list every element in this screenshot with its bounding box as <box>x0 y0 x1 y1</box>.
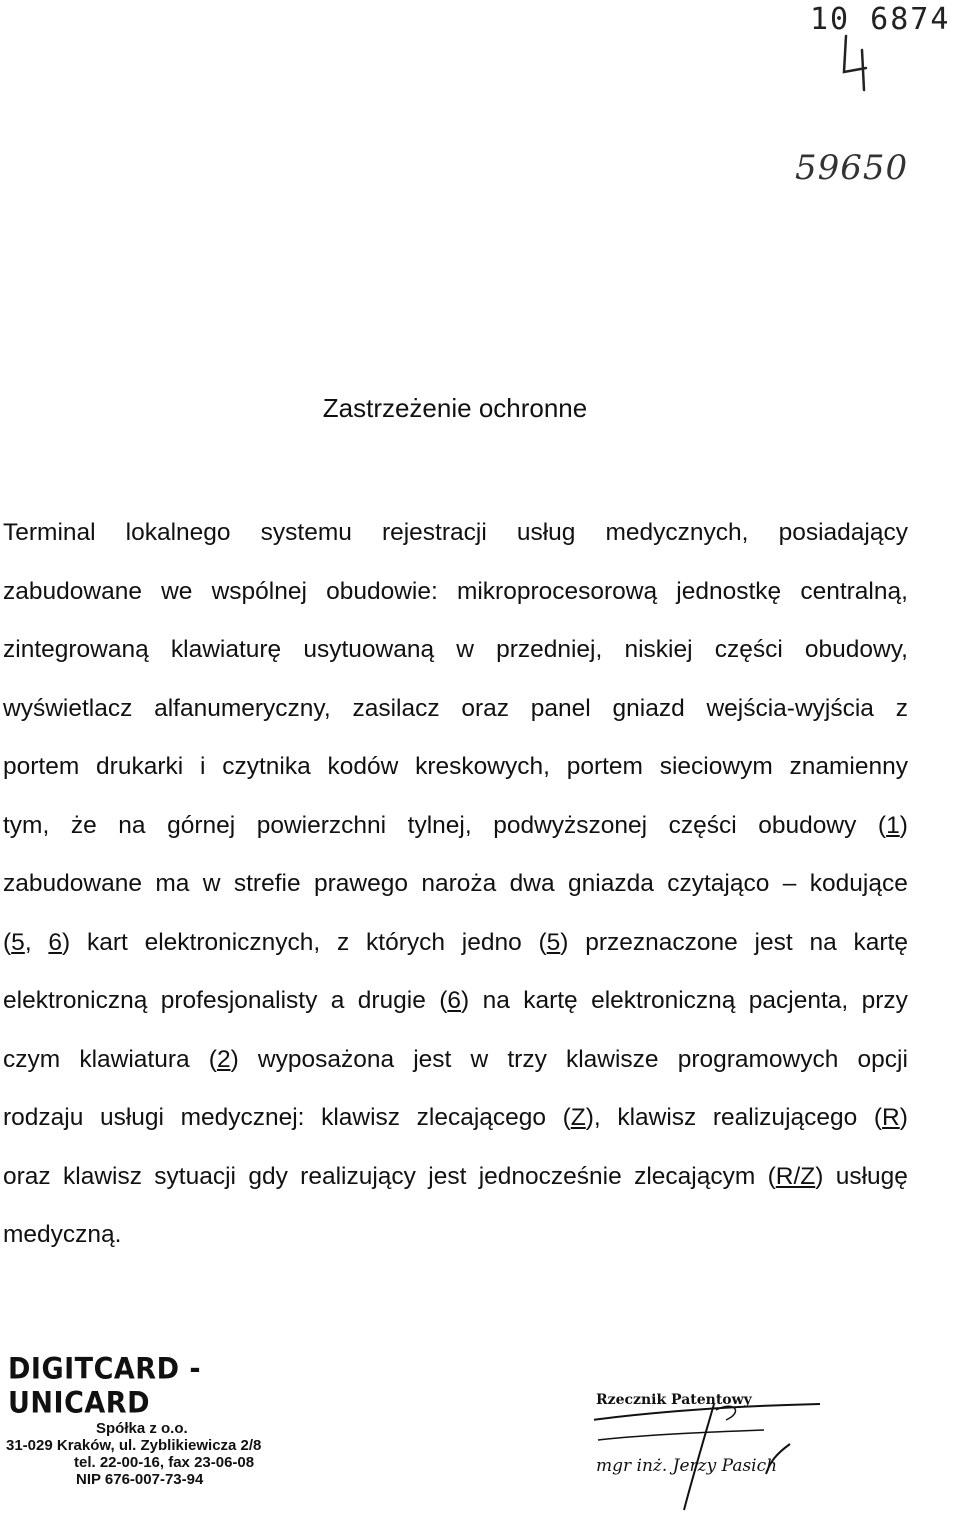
claim-word: prawego <box>313 870 408 897</box>
claim-word: i <box>199 753 206 780</box>
company-stamp <box>4 1352 304 1488</box>
claim-word: na <box>482 987 510 1014</box>
claim-word: (Z), <box>562 1104 601 1131</box>
claim-line <box>3 972 908 1031</box>
claim-word: usługę <box>835 1162 908 1190</box>
claim-line <box>3 1089 908 1148</box>
claim-word: we <box>161 577 193 605</box>
page-title: Zastrzeżenie ochronne <box>322 393 588 423</box>
claim-word: realizujący <box>300 1162 416 1190</box>
claim-word: że <box>70 811 97 839</box>
claim-word: czytnika <box>222 753 311 780</box>
claim-word: (1) <box>877 811 908 839</box>
handwritten-reference-number: 59650 <box>795 148 909 188</box>
claim-word: górnej <box>167 811 236 839</box>
claim-word: posiadający <box>778 519 908 546</box>
claim-word: elektroniczną <box>3 987 148 1014</box>
claim-word: powierzchni <box>256 811 387 839</box>
claim-word: (5) <box>538 928 569 956</box>
claim-word: części <box>668 811 737 839</box>
claim-word: jest <box>754 928 793 956</box>
claim-word: a <box>330 987 345 1014</box>
claim-word: strefie <box>233 870 301 897</box>
claim-word: sytuacji <box>154 1162 236 1190</box>
patent-attorney-stamp <box>594 1392 824 1522</box>
claim-word: profesjonalisty <box>160 987 318 1014</box>
claim-word: z <box>337 928 350 956</box>
claim-word: (R/Z) <box>767 1162 824 1190</box>
claim-word: gdy <box>248 1162 288 1190</box>
claim-word: klawiaturę <box>170 636 282 663</box>
claim-word: wyświetlacz <box>3 694 133 722</box>
claim-word: 6) <box>48 928 71 956</box>
claim-word: czym <box>3 1045 61 1073</box>
claim-word: klawisz <box>321 1104 401 1131</box>
claim-word: drugie <box>357 987 426 1014</box>
claim-word: medycznej: <box>180 1104 305 1131</box>
claim-word: usług <box>516 519 576 546</box>
claim-word: jedno <box>461 928 522 956</box>
claim-text <box>3 504 908 1265</box>
claim-word: klawisz <box>617 1104 697 1131</box>
company-type: Spółka z o.o. <box>96 1420 188 1437</box>
claim-word: usługi <box>99 1104 164 1131</box>
claim-word: dwa <box>509 870 555 897</box>
claim-word: czytająco <box>667 870 770 897</box>
claim-word: na <box>809 928 837 956</box>
claim-word: kreskowych, <box>415 753 550 780</box>
claim-word: wyposażona <box>257 1045 395 1073</box>
company-tax-id: NIP 676-007-73-94 <box>76 1471 204 1488</box>
claim-word: przedniej, <box>496 636 603 663</box>
claim-word: tylnej, <box>407 811 472 839</box>
company-logo: DIGITCARD - UNICARD <box>8 1352 202 1421</box>
claim-word: jest <box>428 1162 467 1190</box>
attorney-title: Rzecznik Patentowy <box>596 1392 752 1408</box>
claim-line <box>3 797 908 856</box>
claim-word: mikroprocesorową <box>456 577 658 605</box>
claim-word: (R) <box>873 1104 908 1131</box>
claim-word: portem <box>3 753 80 780</box>
claim-line <box>3 680 908 739</box>
claim-word: w <box>470 1045 489 1073</box>
claim-word: panel <box>530 694 591 722</box>
claim-word: ma <box>155 870 190 897</box>
company-address: 31-029 Kraków, ul. Zyblikiewicza 2/8 <box>6 1437 262 1454</box>
claim-word: których <box>366 928 445 956</box>
claim-word: programowych <box>677 1045 839 1073</box>
claim-word: jednostkę <box>676 577 782 605</box>
claim-word: oraz <box>461 694 510 722</box>
claim-word: tym, <box>3 811 50 839</box>
claim-word: jest <box>413 1045 452 1073</box>
claim-word: kart <box>86 928 128 956</box>
claim-word: (6) <box>439 987 470 1014</box>
claim-word: części <box>714 636 783 663</box>
claim-line <box>3 621 908 680</box>
claim-word: obudowie: <box>326 577 438 605</box>
claim-word: jednocześnie <box>478 1162 622 1190</box>
claim-word: niskiej <box>624 636 693 663</box>
claim-word: kartę <box>523 987 578 1014</box>
claim-word: (5, <box>3 928 32 956</box>
claim-word: sieciowym <box>659 753 773 780</box>
claim-word: elektroniczną <box>591 987 736 1014</box>
claim-word: kartę <box>853 928 908 956</box>
handwritten-mark <box>840 32 880 92</box>
claim-word: wejścia-wyjścia <box>706 694 874 722</box>
claim-word: zabudowane <box>3 870 142 897</box>
claim-word: drukarki <box>96 753 184 780</box>
claim-word: w <box>202 870 221 897</box>
claim-word: obudowy, <box>804 636 908 663</box>
claim-word: gniazda <box>568 870 654 897</box>
claim-word: wspólnej <box>211 577 307 605</box>
claim-word: podwyższonej <box>493 811 648 839</box>
claim-line <box>3 1148 908 1207</box>
claim-line <box>3 1031 908 1090</box>
claim-line <box>3 738 908 797</box>
claim-word: przy <box>861 987 908 1014</box>
claim-word: lokalnego <box>125 519 231 546</box>
claim-word: trzy <box>507 1045 547 1073</box>
claim-word: zlecającego <box>416 1104 547 1131</box>
claim-word: realizującego <box>712 1104 858 1131</box>
claim-word: medyczną. <box>3 1221 122 1248</box>
claim-word: zabudowane <box>3 577 142 605</box>
claim-word: gniazd <box>612 694 685 722</box>
claim-line <box>3 855 908 914</box>
claim-word: naroża <box>421 870 497 897</box>
claim-word: obudowy <box>758 811 857 839</box>
claim-word: medycznych, <box>605 519 749 546</box>
claim-word: pacjenta, <box>748 987 849 1014</box>
claim-word: w <box>456 636 474 663</box>
claim-word: centralną, <box>800 577 908 605</box>
claim-line <box>3 1206 908 1265</box>
claim-word: klawisze <box>565 1045 659 1073</box>
claim-word: alfanumeryczny, <box>154 694 331 722</box>
claim-line <box>3 563 908 622</box>
claim-word: kodów <box>327 753 399 780</box>
claim-word: – <box>782 870 797 897</box>
claim-word: klawisz <box>63 1162 142 1190</box>
claim-word: opcji <box>857 1045 908 1073</box>
claim-word: znamienny <box>789 753 908 780</box>
claim-line <box>3 504 908 563</box>
claim-word: systemu <box>260 519 352 546</box>
claim-word: na <box>118 811 146 839</box>
claim-line <box>3 914 908 973</box>
claim-word: oraz <box>3 1162 51 1190</box>
attorney-name: mgr inż. Jerzy Pasich <box>596 1456 778 1476</box>
claim-word: klawiatura <box>79 1045 190 1073</box>
claim-word: rejestracji <box>381 519 487 546</box>
claim-word: rodzaju <box>3 1104 84 1131</box>
claim-word: przeznaczone <box>585 928 738 956</box>
claim-word: portem <box>566 753 643 780</box>
claim-word: z <box>895 694 908 722</box>
claim-word: elektronicznych, <box>144 928 321 956</box>
claim-word: Terminal <box>3 519 96 546</box>
claim-word: zintegrowaną <box>3 636 149 663</box>
claim-word: kodujące <box>809 870 908 897</box>
claim-word: zlecającym <box>634 1162 756 1190</box>
handwritten-document-number: 10 6874 <box>810 2 951 37</box>
company-phone: tel. 22-00-16, fax 23-06-08 <box>74 1454 255 1471</box>
claim-word: usytuowaną <box>303 636 435 663</box>
claim-word: (2) <box>208 1045 239 1073</box>
claim-word: zasilacz <box>352 694 440 722</box>
